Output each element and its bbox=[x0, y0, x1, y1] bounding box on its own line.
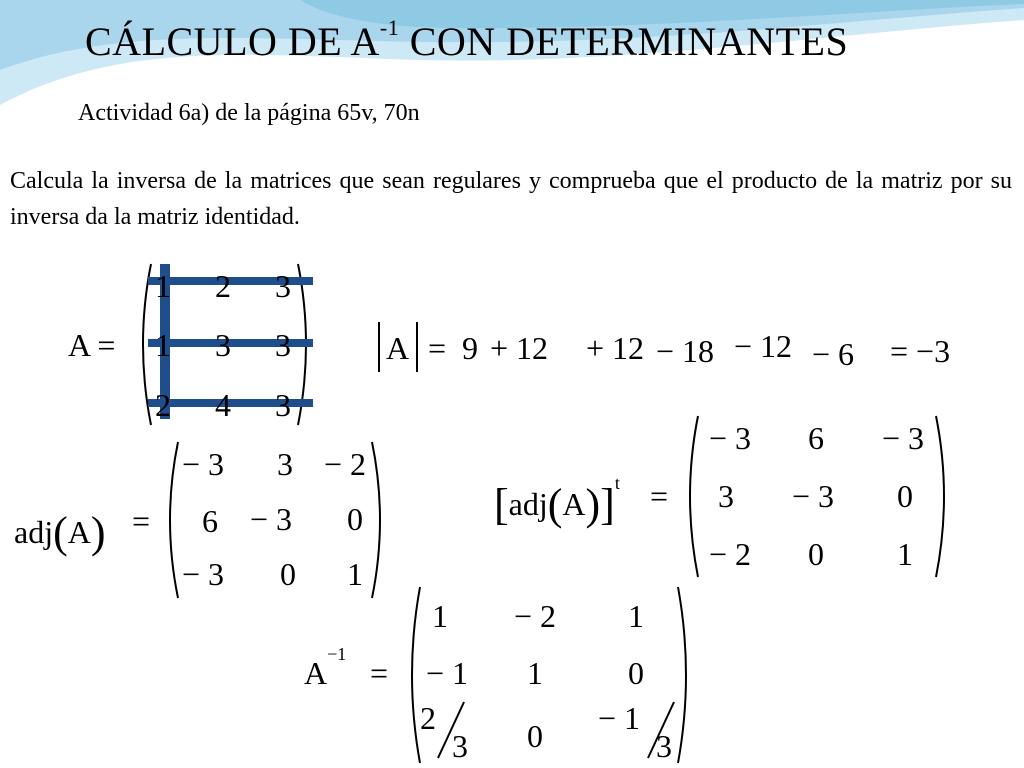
determinant-result: = −3 bbox=[890, 333, 951, 369]
matrix-cell: 0 bbox=[527, 718, 543, 754]
page-title: CÁLCULO DE $A^{-1}$ CON DETERMINANTES bbox=[85, 14, 849, 64]
determinant-lhs: A bbox=[386, 330, 410, 366]
matrix-cell: − 3 bbox=[181, 446, 225, 482]
equals-sign: = bbox=[650, 478, 669, 514]
matrix-cell: − 3 bbox=[791, 478, 835, 514]
determinant-term: 9 bbox=[462, 330, 478, 366]
adj-transpose-label: $[adj(A)]^t$ bbox=[494, 473, 620, 529]
fraction-denominator: 3 bbox=[656, 728, 672, 764]
determinant-term: + 12 bbox=[490, 330, 549, 366]
matrix-cell: − 3 bbox=[881, 420, 925, 456]
matrix-cell: − 1 bbox=[425, 655, 469, 691]
equals-sign: = bbox=[132, 503, 151, 539]
matrix-cell: 1 bbox=[155, 268, 171, 304]
activity-subtitle: Actividad 6a) de la página 65v, 70n bbox=[78, 100, 420, 126]
matrix-cell: 1 bbox=[347, 556, 363, 592]
matrix-cell: − 3 bbox=[708, 420, 752, 456]
matrix-cell: − 2 bbox=[323, 446, 367, 482]
determinant-term: − 6 bbox=[812, 336, 855, 372]
right-paren bbox=[676, 585, 696, 765]
matrix-cell: − 2 bbox=[513, 598, 557, 634]
determinant-bar bbox=[416, 322, 418, 372]
determinant-term: − 12 bbox=[734, 328, 793, 364]
matrix-cell: 3 bbox=[277, 446, 293, 482]
matrix-cell: 1 bbox=[628, 598, 644, 634]
fraction-numerator: − 1 bbox=[598, 700, 641, 736]
matrix-cell: 1 bbox=[897, 536, 913, 572]
matrix-cell: 1 bbox=[432, 598, 448, 634]
equals-sign: = bbox=[428, 330, 447, 366]
determinant-term: − 18 bbox=[656, 333, 715, 369]
matrix-cell: 3 bbox=[275, 387, 291, 423]
matrix-cell: 6 bbox=[202, 503, 218, 539]
matrix-cell: 6 bbox=[808, 420, 824, 456]
equals-sign: = bbox=[370, 655, 389, 691]
determinant-bar bbox=[378, 322, 380, 372]
fraction-numerator: 2 bbox=[420, 700, 436, 736]
inverse-label: $A^{-1}$ bbox=[304, 644, 347, 691]
matrix-cell: 2 bbox=[155, 387, 171, 423]
matrix-cell: 4 bbox=[215, 387, 231, 423]
matrix-cell: 3 bbox=[215, 327, 231, 363]
instructions-text: Calcula la inversa de la matrices que sean regulares y comprueba que el producto de la matriz por su inversa da la matriz identidad. bbox=[10, 168, 1012, 230]
matrix-cell: − 2 bbox=[708, 536, 752, 572]
matrix-cell: 0 bbox=[897, 478, 913, 514]
matrix-cell: 3 bbox=[718, 478, 734, 514]
matrix-cell: − 3 bbox=[249, 501, 293, 537]
matrix-cell: − 3 bbox=[181, 556, 225, 592]
matrix-cell: 1 bbox=[527, 655, 543, 691]
matrix-a-label: A = bbox=[68, 327, 116, 363]
matrix-cell: 3 bbox=[275, 327, 291, 363]
determinant-term: + 12 bbox=[586, 330, 645, 366]
fraction-denominator: 3 bbox=[452, 728, 468, 764]
matrix-cell: 0 bbox=[628, 655, 644, 691]
matrix-cell: 3 bbox=[275, 268, 291, 304]
matrix-cell: 2 bbox=[215, 268, 231, 304]
matrix-cell: 1 bbox=[155, 327, 171, 363]
matrix-cell: 0 bbox=[808, 536, 824, 572]
matrix-cell: 0 bbox=[280, 556, 296, 592]
matrix-cell: 0 bbox=[347, 501, 363, 537]
adj-label: adj(A) bbox=[14, 508, 106, 557]
